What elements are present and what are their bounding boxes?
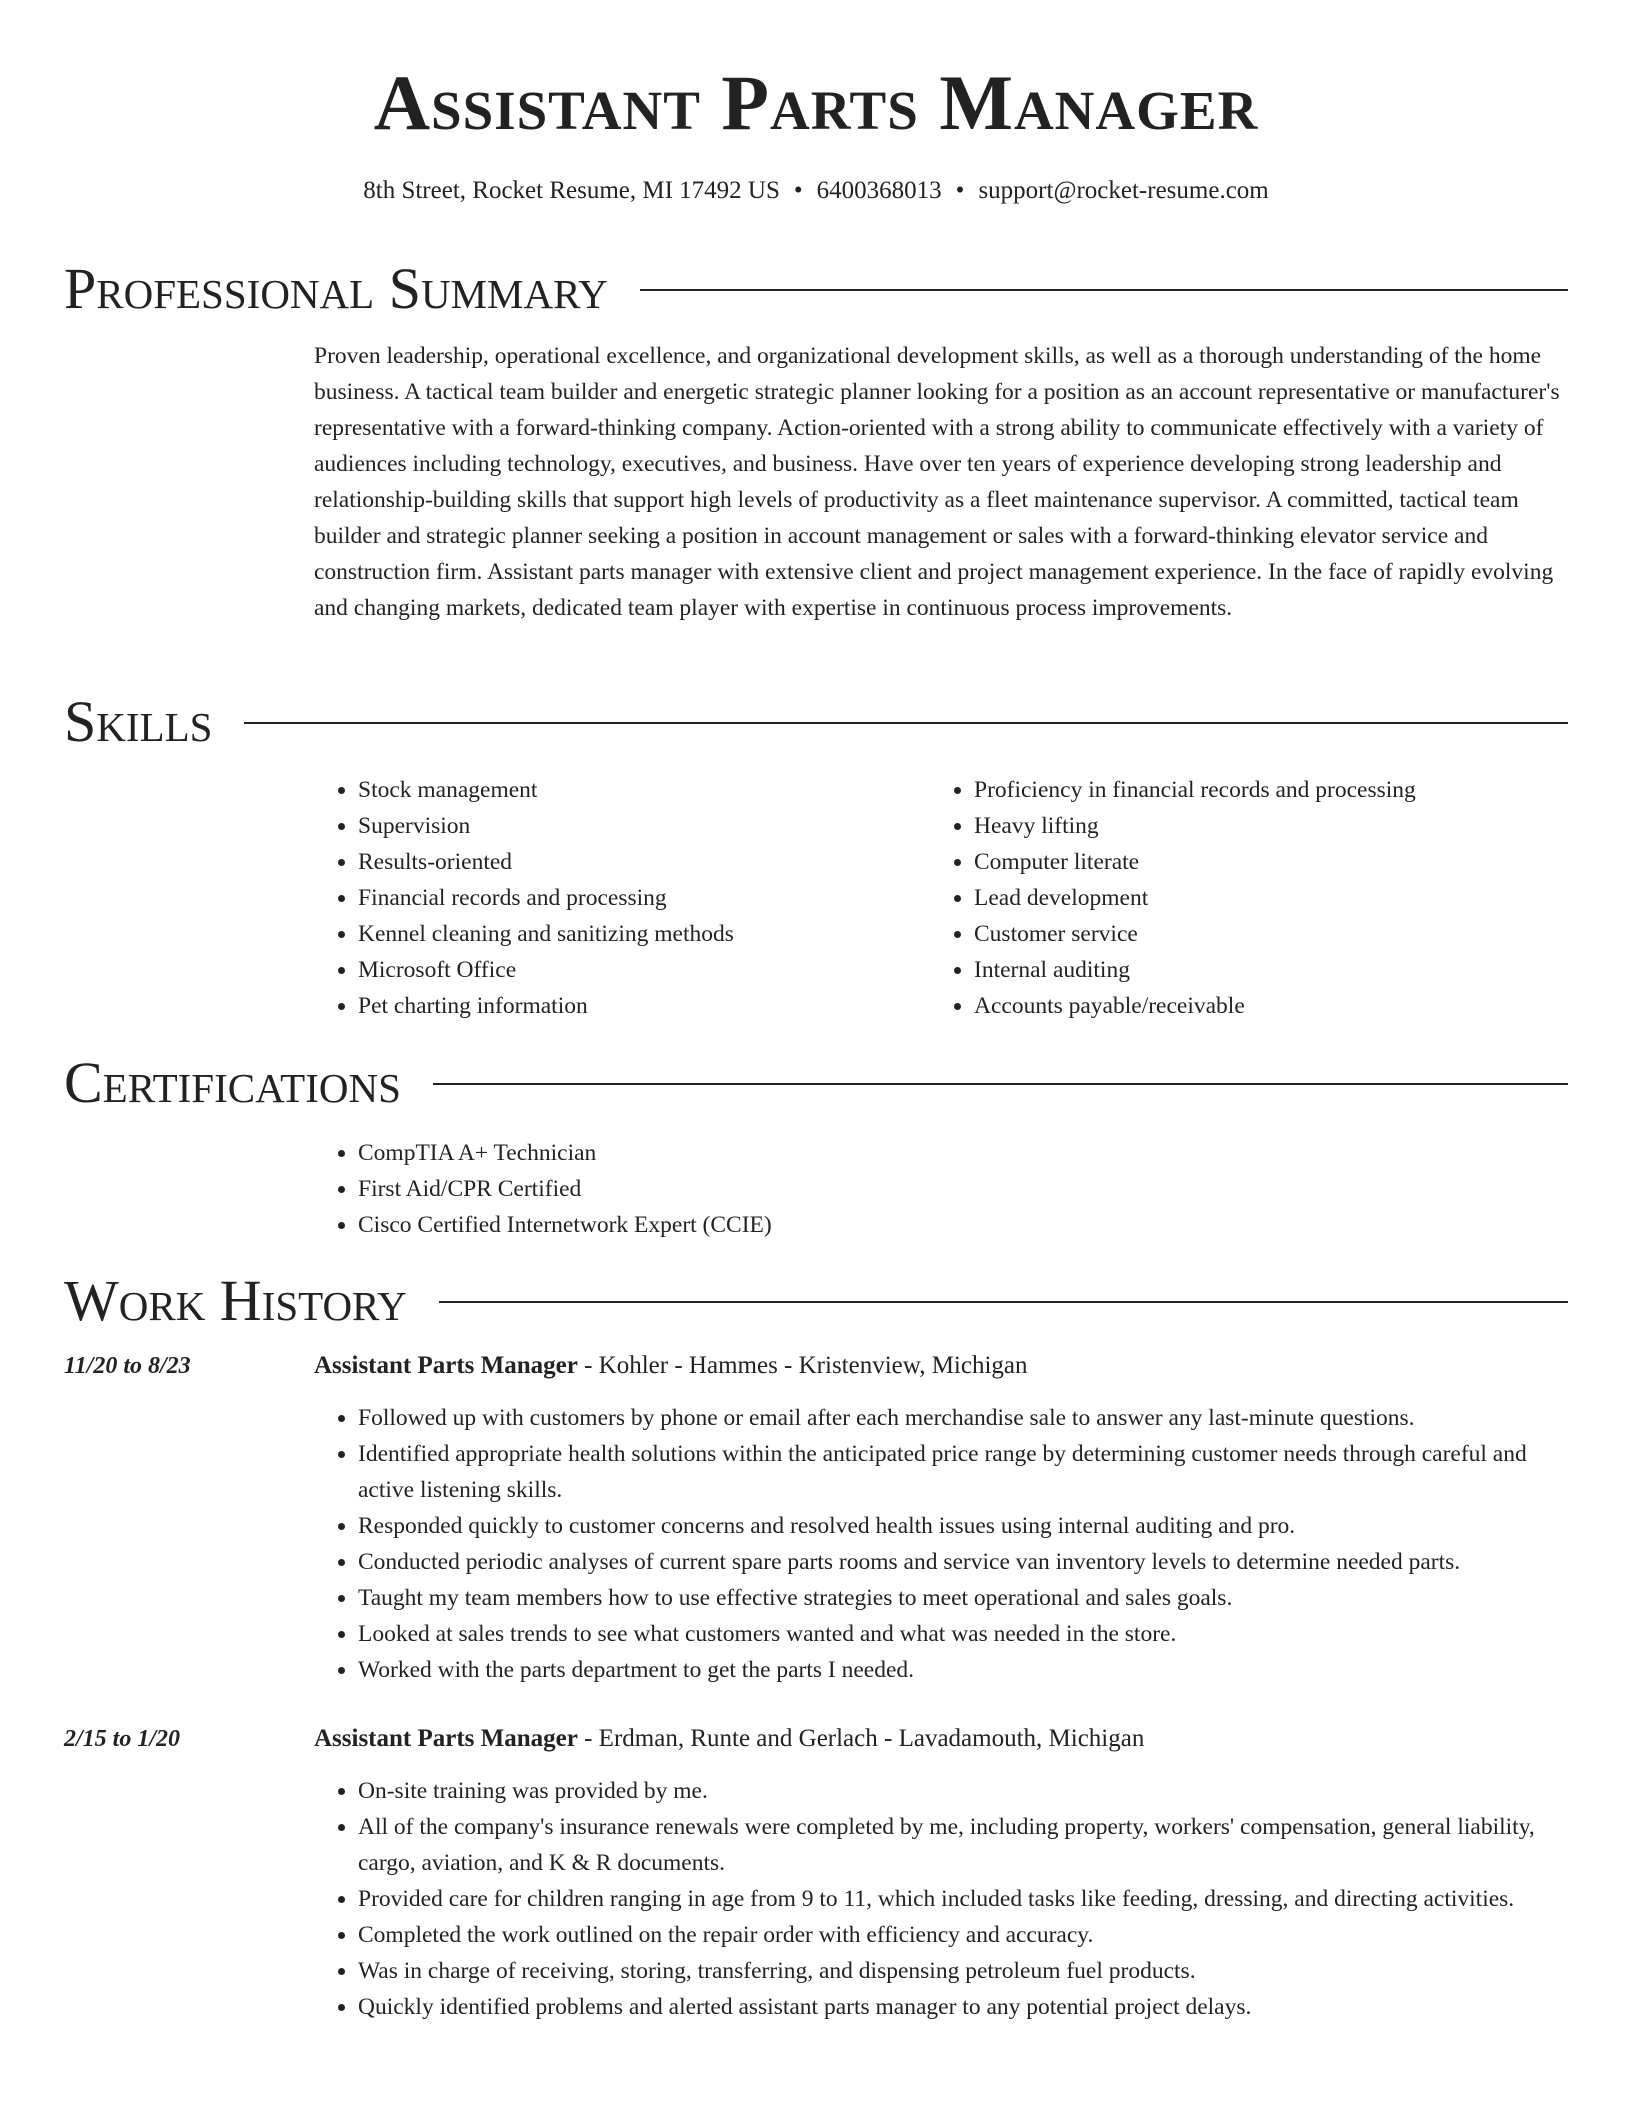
summary-heading: Professional Summary <box>64 256 608 321</box>
skill-item: • Lead development <box>974 880 1570 916</box>
skill-item: • Supervision <box>358 808 914 844</box>
summary-section-header <box>64 256 1568 322</box>
skill-item: • Kennel cleaning and sanitizing methods <box>358 916 914 952</box>
job-duty: • Worked with the parts department to get the parts I needed. <box>358 1652 1568 1688</box>
job-duty: • Quickly identified problems and alerted assistant parts manager to any potential project delays. <box>358 1989 1568 2025</box>
phone: 6400368013 <box>816 177 942 204</box>
job-company: - Erdman, Runte and Gerlach - Lavadamouth, Michigan <box>577 1725 1145 1752</box>
address: 8th Street, Rocket Resume, MI 17492 US <box>363 177 780 204</box>
certification-item: • CompTIA A+ Technician <box>358 1135 1514 1171</box>
certifications-section-header <box>64 1050 1568 1116</box>
job-title-line <box>314 1721 1568 1757</box>
job-duty: • Was in charge of receiving, storing, transferring, and dispensing petroleum fuel products. <box>358 1953 1568 1989</box>
job-duty: • Looked at sales trends to see what customers wanted and what was needed in the store. <box>358 1616 1568 1652</box>
job-duty: • All of the company's insurance renewals were completed by me, including property, workers' compensation, general liability, cargo, aviation, and K & R documents. <box>358 1809 1568 1881</box>
section-divider <box>439 1301 1568 1303</box>
skill-item: • Financial records and processing <box>358 880 914 916</box>
job-duty: • Identified appropriate health solutions within the anticipated price range by determining customer needs through careful and active listening skills. <box>358 1436 1568 1508</box>
separator-dot: • <box>955 177 965 204</box>
skill-item: • Pet charting information <box>358 988 914 1024</box>
section-divider <box>640 289 1568 291</box>
skill-item: • Microsoft Office <box>358 952 914 988</box>
summary-text: Proven leadership, operational excellence, and organizational development skills, as well as a thorough understanding of the home business. A tactical team builder and energetic strategic planner looking for a position as an account representative or manufacturer's representative with a forward-thinking company. Action-oriented with a strong ability to communicate effectively with a variety of audiences including technology, executives, and business. Have over ten years of experience developing strong leadership and relationship-building skills that support high levels of productivity as a fleet maintenance supervisor. A committed, tactical team builder and strategic planner seeking a position in account management or sales with a forward-thinking elevator service and construction firm. Assistant parts manager with extensive client and project management experience. In the face of rapidly evolving and changing markets, dedicated team player with expertise in continuous process improvements. <box>314 343 1560 621</box>
job-title-line <box>314 1348 1568 1384</box>
skill-item: • Stock management <box>358 772 914 808</box>
certification-item: • Cisco Certified Internetwork Expert (CCIE) <box>358 1207 1514 1243</box>
section-divider <box>244 722 1568 724</box>
job-duty: • Responded quickly to customer concerns and resolved health issues using internal auditing and pro. <box>358 1508 1568 1544</box>
job-duty: • Provided care for children ranging in age from 9 to 11, which included tasks like feeding, dressing, and directing activities. <box>358 1881 1568 1917</box>
skill-item: • Accounts payable/receivable <box>974 988 1570 1024</box>
section-divider <box>433 1083 1568 1085</box>
skills-list-left <box>314 772 914 1024</box>
job-company: - Kohler - Hammes - Kristenview, Michigan <box>577 1352 1028 1379</box>
certification-item: • First Aid/CPR Certified <box>358 1171 1514 1207</box>
job-dates: 2/15 to 1/20 <box>64 1726 181 1752</box>
skills-section-header <box>64 689 1568 755</box>
job-duties-list <box>314 1773 1568 2025</box>
job-duties-list <box>314 1400 1568 1688</box>
skill-item: • Computer literate <box>974 844 1570 880</box>
job-duty: • Followed up with customers by phone or email after each merchandise sale to answer any last-minute questions. <box>358 1400 1568 1436</box>
job-dates: 11/20 to 8/23 <box>64 1353 191 1379</box>
skill-item: • Results-oriented <box>358 844 914 880</box>
certifications-list <box>314 1135 1514 1243</box>
job-duty: • Conducted periodic analyses of current spare parts rooms and service van inventory levels to determine needed parts. <box>358 1544 1568 1580</box>
skill-item: • Customer service <box>974 916 1570 952</box>
job-duty: • Taught my team members how to use effective strategies to meet operational and sales goals. <box>358 1580 1568 1616</box>
skill-item: • Internal auditing <box>974 952 1570 988</box>
contact-line <box>0 174 1632 208</box>
work-history-section-header <box>64 1268 1568 1334</box>
work-history-heading: Work History <box>64 1268 407 1333</box>
separator-dot: • <box>793 177 803 204</box>
skill-item: • Proficiency in financial records and processing <box>974 772 1570 808</box>
candidate-name: Assistant Parts Manager <box>373 59 1259 146</box>
skills-list-right <box>930 772 1570 1024</box>
job-role: Assistant Parts Manager <box>314 1352 578 1379</box>
email: support@rocket-resume.com <box>978 177 1269 204</box>
job-role: Assistant Parts Manager <box>314 1725 578 1752</box>
skill-item: • Heavy lifting <box>974 808 1570 844</box>
skills-heading: Skills <box>64 689 213 754</box>
certifications-heading: Certifications <box>64 1050 401 1115</box>
job-duty: • On-site training was provided by me. <box>358 1773 1568 1809</box>
job-duty: • Completed the work outlined on the repair order with efficiency and accuracy. <box>358 1917 1568 1953</box>
